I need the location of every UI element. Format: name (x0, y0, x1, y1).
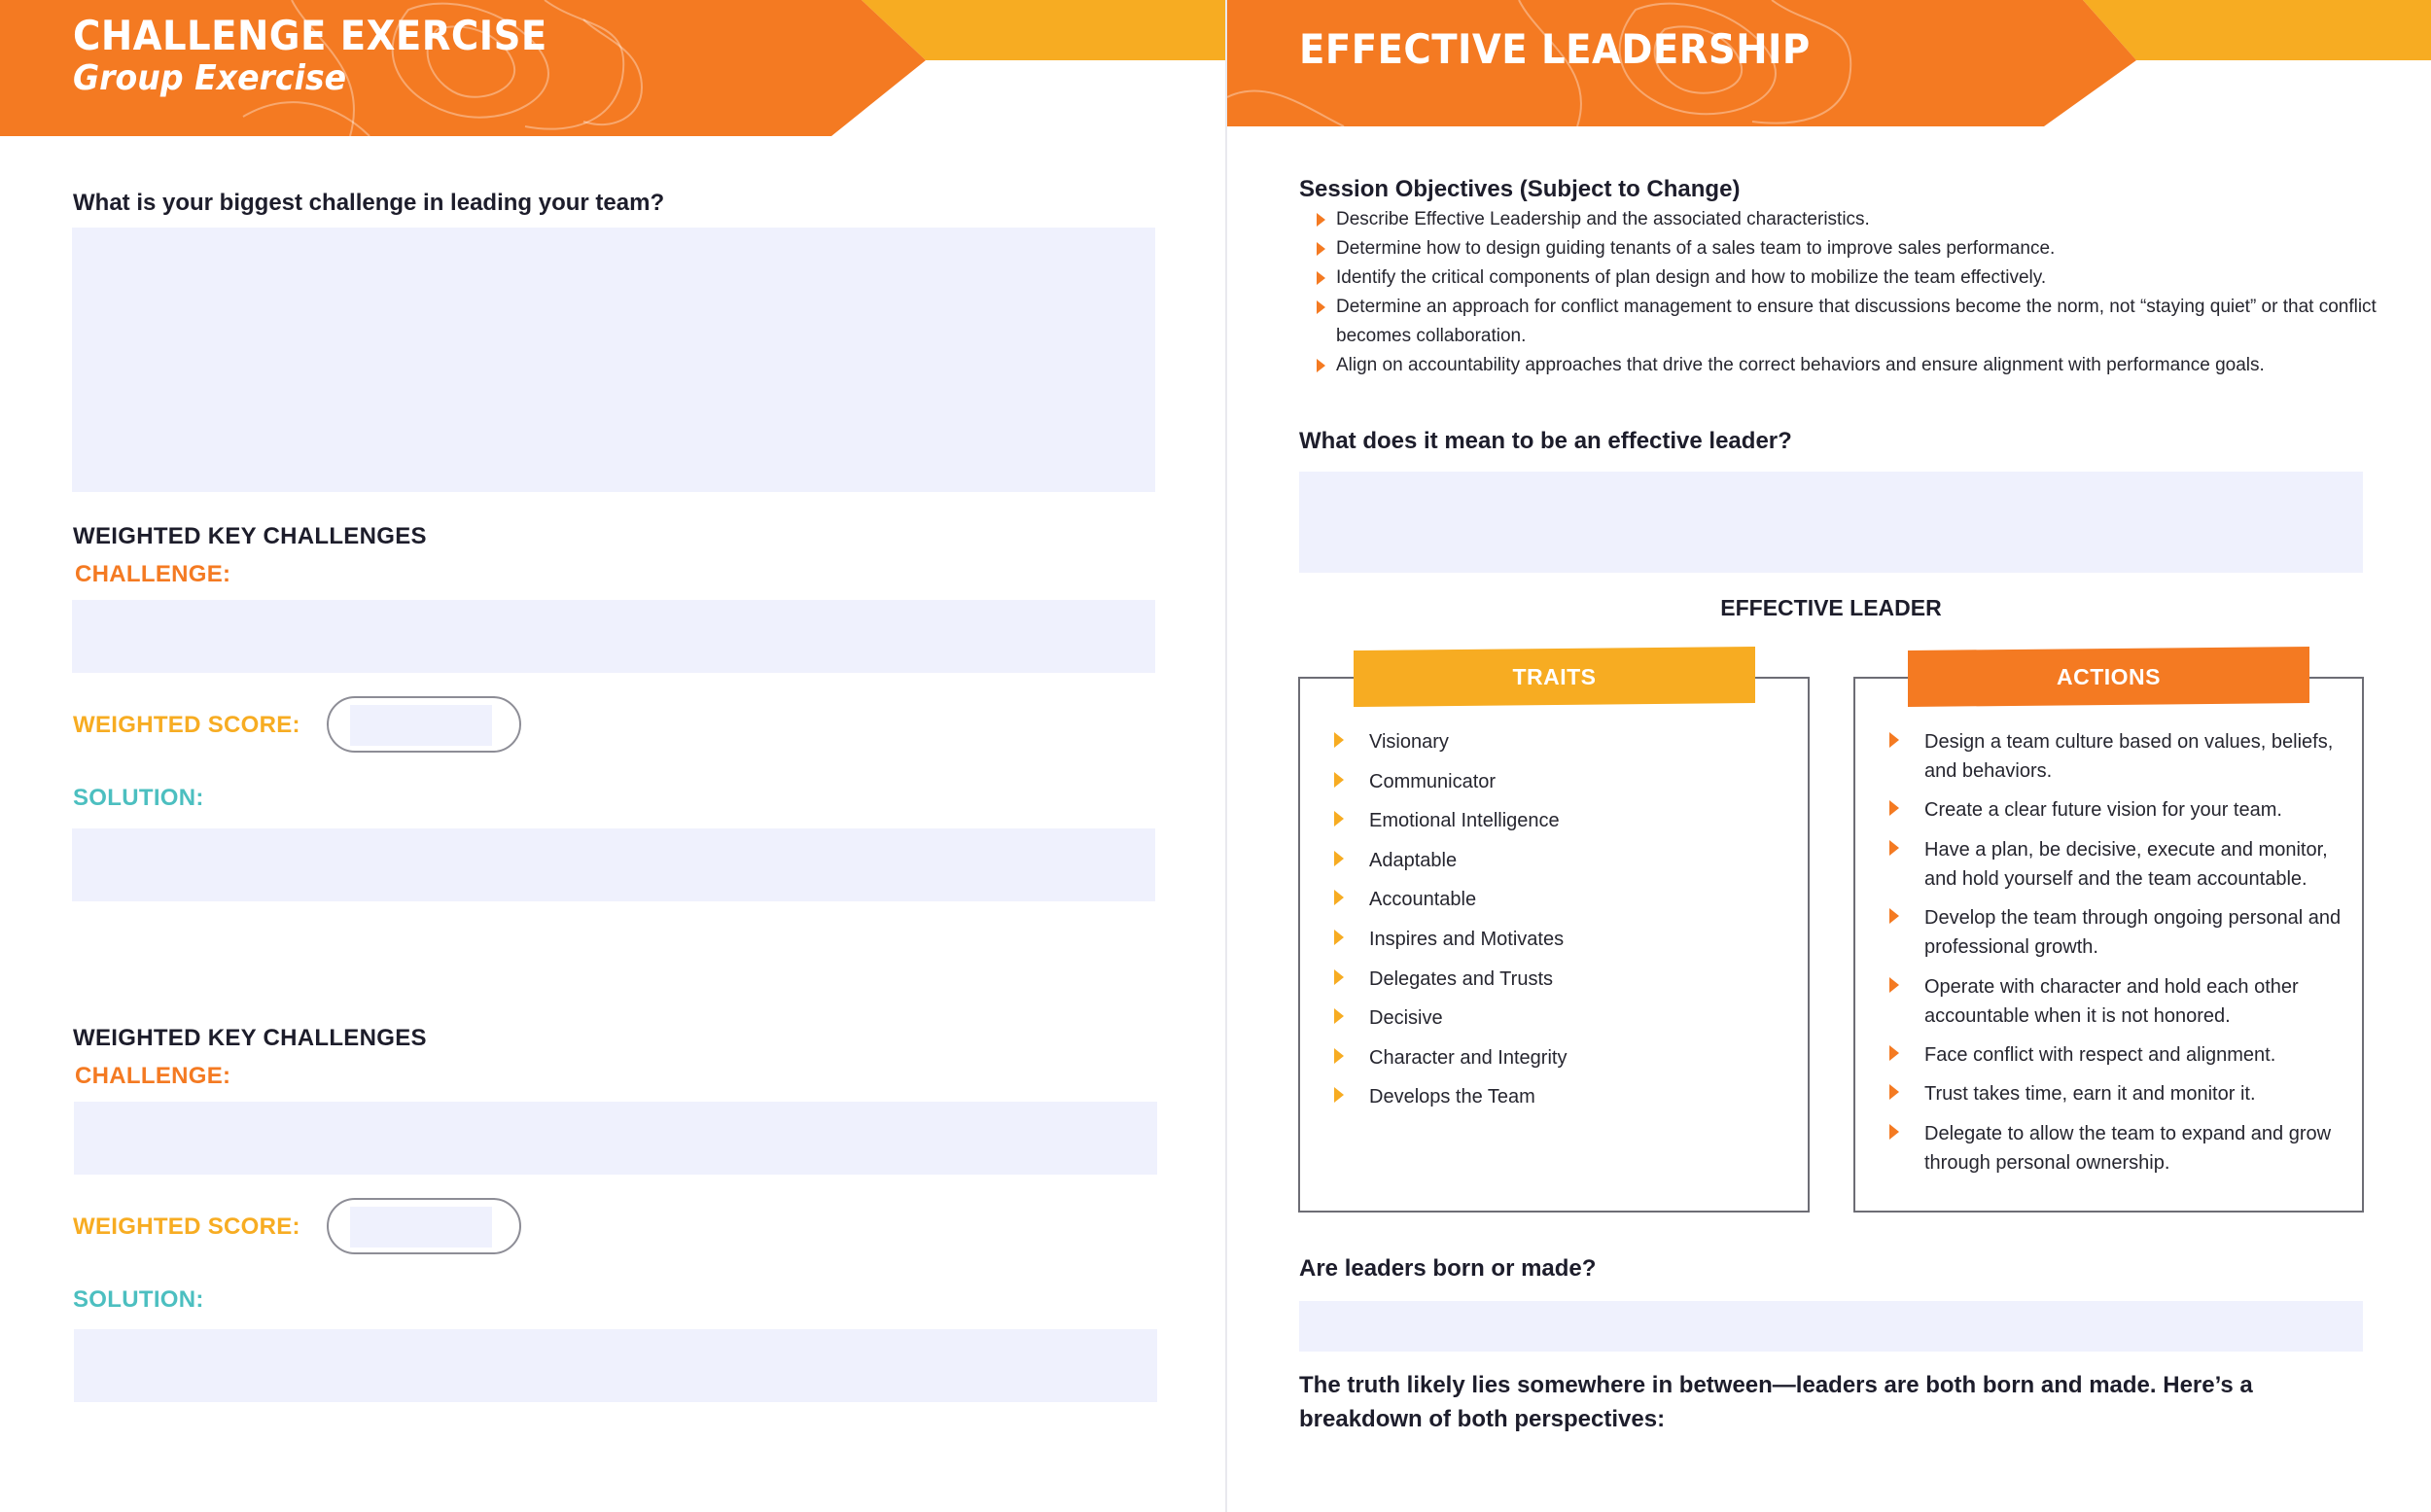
arrow-bullet-icon (1889, 1045, 1899, 1061)
weighted-score-field[interactable] (327, 1198, 521, 1254)
arrow-bullet-icon (1334, 969, 1344, 985)
list-item: Emotional Intelligence (1334, 806, 1791, 835)
list-item: Trust takes time, earn it and monitor it. (1889, 1079, 2346, 1108)
weighted-score-field[interactable] (327, 696, 521, 753)
list-item: Character and Integrity (1334, 1043, 1791, 1072)
arrow-bullet-icon (1889, 1084, 1899, 1100)
list-item: Determine an approach for conflict management to ensure that discussions become the norm, not “staying quiet” or that conflict becomes collaboration. (1299, 293, 2417, 351)
list-item: Accountable (1334, 885, 1791, 914)
closing-paragraph: The truth likely lies somewhere in between—leaders are both born and made. Here’s a breakdown of both perspectives: (1299, 1372, 2253, 1432)
arrow-bullet-icon (1889, 1124, 1899, 1140)
list-item: Delegates and Trusts (1334, 965, 1791, 994)
arrow-bullet-icon (1334, 930, 1344, 945)
list-item: Operate with character and hold each other accountable when it is not honored. (1889, 972, 2346, 1031)
effective-leader-answer-field[interactable] (1299, 472, 2363, 573)
effective-leader-question: What does it mean to be an effective leader? (1299, 428, 1792, 454)
list-item: Design a team culture based on values, beliefs, and behaviors. (1889, 727, 2346, 786)
born-or-made-question: Are leaders born or made? (1299, 1255, 1597, 1282)
traits-label: TRAITS (1512, 664, 1597, 689)
session-objectives-list (1299, 205, 2417, 380)
arrow-bullet-icon (1334, 851, 1344, 866)
list-item: Identify the critical components of plan design and how to mobilize the team effectively. (1299, 264, 2417, 293)
challenge-label: CHALLENGE: (75, 1063, 231, 1089)
actions-list (1889, 727, 2346, 1187)
banner-subtitle: Group Exercise (73, 58, 347, 98)
solution-label: SOLUTION: (73, 785, 204, 811)
challenge-label: CHALLENGE: (75, 561, 231, 587)
solution-label: SOLUTION: (73, 1286, 204, 1313)
arrow-bullet-icon (1889, 732, 1899, 748)
biggest-challenge-answer-field[interactable] (72, 228, 1155, 492)
challenge-field[interactable] (72, 600, 1155, 673)
arrow-bullet-icon (1889, 840, 1899, 856)
actions-label: ACTIONS (2057, 664, 2161, 689)
solution-field[interactable] (74, 1329, 1157, 1402)
arrow-bullet-icon (1889, 908, 1899, 924)
list-item: Create a clear future vision for your team. (1889, 795, 2346, 825)
weighted-score-input[interactable] (350, 1207, 492, 1248)
list-item: Develop the team through ongoing personal and professional growth. (1889, 903, 2346, 962)
arrow-bullet-icon (1317, 300, 1325, 314)
arrow-bullet-icon (1317, 242, 1325, 256)
arrow-bullet-icon (1334, 1048, 1344, 1064)
list-item: Determine how to design guiding tenants of a sales team to improve sales performance. (1299, 234, 2417, 264)
list-item: Describe Effective Leadership and the associated characteristics. (1299, 205, 2417, 234)
challenge-field[interactable] (74, 1102, 1157, 1175)
list-item: Inspires and Motivates (1334, 925, 1791, 954)
arrow-bullet-icon (1317, 271, 1325, 285)
weighted-score-input[interactable] (350, 705, 492, 746)
arrow-bullet-icon (1317, 359, 1325, 372)
born-or-made-answer-field[interactable] (1299, 1301, 2363, 1352)
list-item: Visionary (1334, 727, 1791, 756)
weighted-score-label: WEIGHTED SCORE: (73, 1213, 300, 1240)
banner-title: CHALLENGE EXERCISE (73, 12, 547, 59)
arrow-bullet-icon (1334, 890, 1344, 905)
arrow-bullet-icon (1889, 977, 1899, 993)
arrow-bullet-icon (1334, 732, 1344, 748)
weighted-key-challenges-heading: WEIGHTED KEY CHALLENGES (73, 523, 427, 549)
arrow-bullet-icon (1317, 213, 1325, 227)
arrow-bullet-icon (1334, 1087, 1344, 1103)
arrow-bullet-icon (1334, 811, 1344, 826)
session-objectives-title: Session Objectives (Subject to Change) (1299, 176, 1741, 202)
banner-title: EFFECTIVE LEADERSHIP (1299, 25, 1811, 73)
weighted-key-challenges-heading: WEIGHTED KEY CHALLENGES (73, 1025, 427, 1051)
right-page (1227, 0, 2431, 1512)
list-item: Align on accountability approaches that drive the correct behaviors and ensure alignment with performance goals. (1299, 351, 2417, 380)
effective-leader-heading: EFFECTIVE LEADER (1720, 595, 1942, 620)
traits-list (1334, 727, 1791, 1122)
weighted-score-label: WEIGHTED SCORE: (73, 712, 300, 738)
list-item: Delegate to allow the team to expand and grow through personal ownership. (1889, 1119, 2346, 1178)
list-item: Have a plan, be decisive, execute and monitor, and hold yourself and the team accountable. (1889, 835, 2346, 894)
list-item: Adaptable (1334, 846, 1791, 875)
biggest-challenge-question: What is your biggest challenge in leading your team? (73, 190, 665, 216)
list-item: Develops the Team (1334, 1082, 1791, 1111)
arrow-bullet-icon (1334, 1008, 1344, 1024)
list-item: Decisive (1334, 1003, 1791, 1033)
list-item: Face conflict with respect and alignment. (1889, 1040, 2346, 1070)
list-item: Communicator (1334, 767, 1791, 796)
solution-field[interactable] (72, 828, 1155, 901)
arrow-bullet-icon (1334, 772, 1344, 788)
arrow-bullet-icon (1889, 800, 1899, 816)
